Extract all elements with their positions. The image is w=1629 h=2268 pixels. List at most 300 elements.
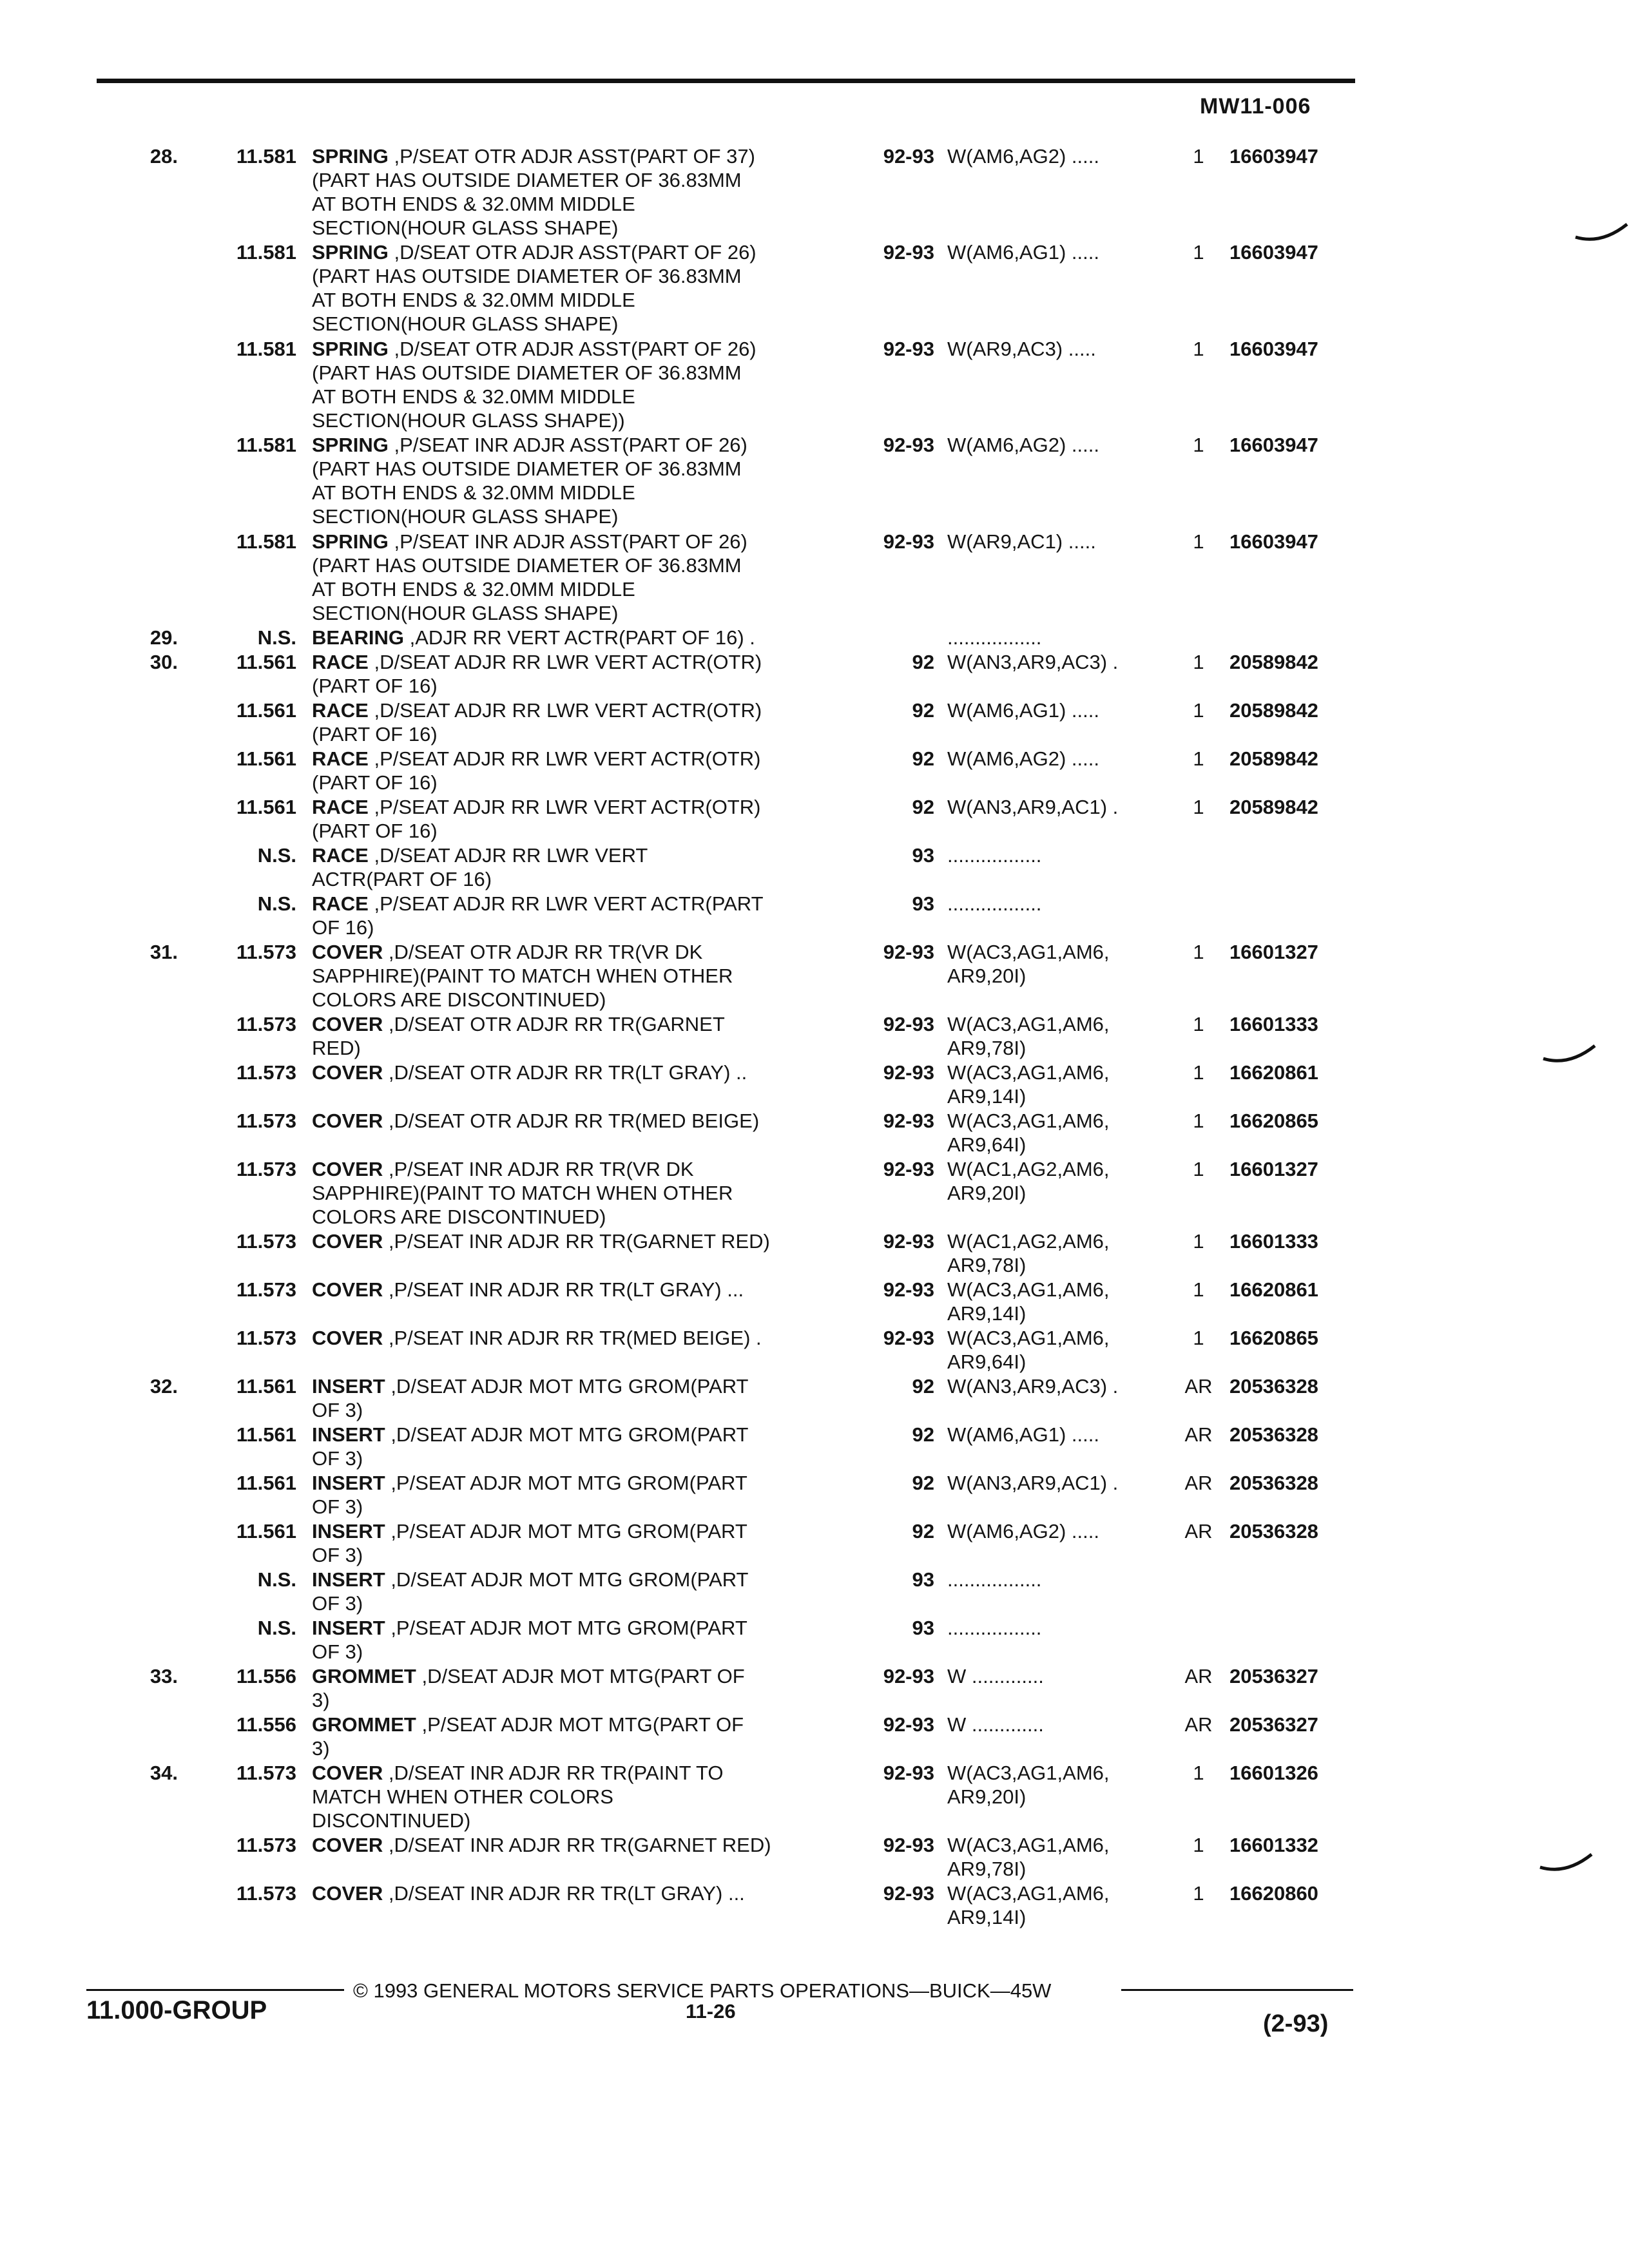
usage-codes	[947, 144, 1179, 168]
part-number: 20536328	[1229, 1520, 1318, 1543]
description-text: ,D/SEAT INR ADJR RR TR(PAINT TO	[388, 1762, 724, 1785]
group-number: N.S.	[257, 1568, 296, 1591]
ref-number: 28.	[149, 145, 178, 168]
description-text: ,P/SEAT INR ADJR RR TR(GARNET RED)	[388, 1230, 770, 1253]
quantity: 1	[1193, 145, 1204, 168]
table-row	[0, 1012, 1629, 1061]
description-line	[312, 626, 860, 649]
quantity: 1	[1193, 1882, 1204, 1905]
usage-codes	[947, 1278, 1179, 1325]
model-years: 92-93	[883, 1109, 934, 1132]
model-years: 92-93	[883, 1665, 934, 1688]
usage-line: W(AC3,AG1,AM6,	[947, 1061, 1110, 1084]
description-line: (PART HAS OUTSIDE DIAMETER OF 36.83MM	[312, 265, 742, 288]
part-number: 16601332	[1229, 1834, 1318, 1857]
table-row	[0, 1471, 1629, 1519]
group-number: 11.556	[236, 1713, 296, 1736]
part-name: RACE	[312, 747, 369, 770]
usage-codes	[947, 1664, 1179, 1688]
usage-codes	[947, 626, 1179, 649]
copyright-notice: © 1993 GENERAL MOTORS SERVICE PARTS OPERATIONS—BUICK—45W	[353, 1979, 1052, 2002]
quantity: 1	[1193, 530, 1204, 553]
usage-line: .................	[947, 843, 1042, 867]
usage-codes	[947, 1061, 1179, 1108]
margin-tick-mark	[1537, 1849, 1595, 1875]
description-line	[312, 1061, 860, 1084]
part-name: BEARING	[312, 626, 404, 649]
part-name: RACE	[312, 843, 369, 867]
description-text: ,D/SEAT ADJR MOT MTG GROM(PART	[390, 1375, 749, 1398]
ref-number: 34.	[149, 1762, 178, 1785]
description-line: SECTION(HOUR GLASS SHAPE)	[312, 216, 619, 239]
part-number: 16620865	[1229, 1109, 1318, 1132]
usage-codes	[947, 1761, 1179, 1809]
quantity: AR	[1184, 1472, 1213, 1495]
part-number: 16601327	[1229, 940, 1318, 963]
group-number: 11.561	[236, 1520, 296, 1543]
description-text: ,D/SEAT OTR ADJR RR TR(GARNET	[388, 1012, 725, 1035]
group-number: 11.561	[236, 1375, 296, 1398]
description-text: ,P/SEAT ADJR MOT MTG GROM(PART	[390, 1520, 747, 1543]
group-number: 11.573	[236, 1278, 296, 1302]
table-row	[0, 144, 1629, 240]
description-line	[312, 1471, 860, 1495]
description-line: AT BOTH ENDS & 32.0MM MIDDLE	[312, 193, 635, 215]
description-line: (PART HAS OUTSIDE DIAMETER OF 36.83MM	[312, 553, 742, 577]
table-row	[0, 1761, 1629, 1833]
description-line: (PART OF 16)	[312, 819, 438, 842]
part-name: COVER	[312, 1109, 383, 1132]
margin-tick-mark	[1540, 1041, 1598, 1066]
description-line: AT BOTH ENDS & 32.0MM MIDDLE	[312, 289, 635, 312]
usage-line: .................	[947, 1568, 1042, 1591]
part-description	[312, 650, 860, 698]
table-row	[0, 1616, 1629, 1664]
usage-line: .................	[947, 1617, 1042, 1640]
usage-line: W(AN3,AR9,AC1) .	[947, 1472, 1119, 1495]
part-number: 16620861	[1229, 1278, 1318, 1302]
usage-line: AR9,78I)	[947, 1254, 1027, 1277]
part-name: SPRING	[312, 337, 389, 360]
description-line: SAPPHIRE)(PAINT TO MATCH WHEN OTHER	[312, 1181, 733, 1204]
usage-codes	[947, 240, 1179, 264]
group-number: 11.561	[236, 1472, 296, 1495]
table-row	[0, 1061, 1629, 1109]
usage-line: W(AM6,AG1) .....	[947, 698, 1099, 722]
description-text: ,D/SEAT ADJR MOT MTG GROM(PART	[390, 1568, 749, 1591]
description-line: MATCH WHEN OTHER COLORS	[312, 1785, 613, 1809]
usage-codes	[947, 843, 1179, 867]
description-line: (PART HAS OUTSIDE DIAMETER OF 36.83MM	[312, 169, 742, 191]
part-number: 20536328	[1229, 1423, 1318, 1446]
part-name: COVER	[312, 1762, 383, 1785]
usage-line: W(AC3,AG1,AM6,	[947, 1278, 1110, 1302]
description-line	[312, 1157, 860, 1181]
quantity: 1	[1193, 1762, 1204, 1785]
usage-codes	[947, 892, 1179, 916]
description-line: (PART OF 16)	[312, 722, 438, 745]
part-number: 16601326	[1229, 1762, 1318, 1785]
model-years: 92-93	[883, 1157, 934, 1180]
usage-line: W .............	[947, 1713, 1044, 1736]
ref-number: 32.	[149, 1375, 178, 1398]
part-name: RACE	[312, 650, 369, 673]
description-line	[312, 1568, 860, 1591]
table-row	[0, 1374, 1629, 1423]
description-line: OF 3)	[312, 1399, 363, 1422]
part-number: 16601327	[1229, 1157, 1318, 1180]
description-line	[312, 698, 860, 722]
description-text: ,P/SEAT ADJR RR LWR VERT ACTR(PART	[374, 892, 764, 915]
group-number: N.S.	[257, 626, 296, 649]
group-number: 11.561	[236, 698, 296, 722]
usage-codes	[947, 1374, 1179, 1398]
description-line: 3)	[312, 1689, 330, 1712]
part-number: 20589842	[1229, 698, 1318, 722]
description-line	[312, 240, 860, 264]
part-description	[312, 1326, 860, 1350]
table-row	[0, 843, 1629, 892]
model-years: 92	[912, 1423, 934, 1446]
usage-line: .................	[947, 892, 1042, 915]
part-description	[312, 1061, 860, 1084]
description-text: ,D/SEAT OTR ADJR RR TR(LT GRAY) ..	[388, 1061, 747, 1084]
part-name: SPRING	[312, 530, 389, 553]
usage-line: AR9,14I)	[947, 1302, 1027, 1325]
description-line: (PART HAS OUTSIDE DIAMETER OF 36.83MM	[312, 361, 742, 384]
group-number: 11.561	[236, 747, 296, 770]
part-name: COVER	[312, 1327, 383, 1350]
usage-line: W(AR9,AC1) .....	[947, 530, 1096, 553]
part-name: COVER	[312, 940, 383, 963]
table-row	[0, 1519, 1629, 1568]
quantity: 1	[1193, 241, 1204, 264]
part-number: 16603947	[1229, 337, 1318, 360]
model-years: 92-93	[883, 1278, 934, 1302]
quantity: 1	[1193, 1230, 1204, 1253]
usage-line: AR9,64I)	[947, 1133, 1027, 1156]
quantity: AR	[1184, 1375, 1213, 1398]
model-years: 92	[912, 747, 934, 770]
group-number: 11.573	[236, 1327, 296, 1350]
part-description	[312, 747, 860, 794]
table-row	[0, 1423, 1629, 1471]
part-name: COVER	[312, 1278, 383, 1302]
page-number: 11-26	[686, 2000, 736, 2023]
part-description	[312, 698, 860, 746]
quantity: 1	[1193, 650, 1204, 673]
part-description	[312, 940, 860, 1012]
ref-number: 31.	[149, 940, 178, 963]
part-description	[312, 626, 860, 649]
usage-codes	[947, 337, 1179, 361]
group-label: 11.000-GROUP	[86, 1996, 267, 2024]
description-line	[312, 433, 860, 457]
table-row	[0, 433, 1629, 529]
part-description	[312, 1713, 860, 1760]
table-row	[0, 337, 1629, 433]
description-text: ,D/SEAT OTR ADJR ASST(PART OF 26)	[394, 241, 757, 264]
description-text: ,P/SEAT INR ADJR RR TR(MED BEIGE) .	[388, 1327, 762, 1350]
group-number: 11.581	[236, 434, 296, 457]
part-name: COVER	[312, 1882, 383, 1905]
description-line	[312, 1326, 860, 1350]
description-line: RED)	[312, 1036, 361, 1059]
usage-line: AR9,78I)	[947, 1036, 1027, 1059]
usage-codes	[947, 1568, 1179, 1591]
model-years: 92	[912, 1375, 934, 1398]
table-row	[0, 1109, 1629, 1157]
table-row	[0, 1664, 1629, 1713]
model-years: 92-93	[883, 337, 934, 360]
description-line	[312, 795, 860, 819]
usage-line: W(AR9,AC3) .....	[947, 337, 1096, 360]
group-number: 11.581	[236, 337, 296, 360]
usage-codes	[947, 1326, 1179, 1374]
description-line: SECTION(HOUR GLASS SHAPE))	[312, 408, 625, 432]
part-description	[312, 1519, 860, 1567]
part-name: COVER	[312, 1012, 383, 1035]
group-number: 11.581	[236, 145, 296, 168]
model-years: 92-93	[883, 1762, 934, 1785]
usage-line: W(AC3,AG1,AM6,	[947, 1834, 1110, 1857]
description-line: OF 3)	[312, 1544, 363, 1567]
part-number: 16620865	[1229, 1327, 1318, 1350]
usage-codes	[947, 1881, 1179, 1929]
part-description	[312, 1761, 860, 1832]
quantity: 1	[1193, 698, 1204, 722]
usage-codes	[947, 1157, 1179, 1205]
table-row	[0, 1278, 1629, 1326]
part-description	[312, 1881, 860, 1905]
document-code: MW11-006	[1200, 94, 1311, 119]
table-row	[0, 1157, 1629, 1229]
usage-line: W .............	[947, 1665, 1044, 1688]
usage-line: W(AC3,AG1,AM6,	[947, 940, 1110, 963]
model-years: 92-93	[883, 1012, 934, 1035]
description-line	[312, 1664, 860, 1688]
model-years: 92	[912, 1520, 934, 1543]
part-description	[312, 1374, 860, 1422]
description-line: COLORS ARE DISCONTINUED)	[312, 1205, 606, 1228]
description-line	[312, 1374, 860, 1398]
quantity: 1	[1193, 1327, 1204, 1350]
part-description	[312, 1012, 860, 1060]
quantity: 1	[1193, 1061, 1204, 1084]
part-name: RACE	[312, 795, 369, 818]
quantity: 1	[1193, 1157, 1204, 1180]
quantity: 1	[1193, 1012, 1204, 1035]
part-description	[312, 892, 860, 939]
group-number: 11.556	[236, 1665, 296, 1688]
table-row	[0, 1568, 1629, 1616]
group-number: 11.573	[236, 1834, 296, 1857]
description-line	[312, 1109, 860, 1133]
description-text: ,D/SEAT OTR ADJR ASST(PART OF 26)	[394, 337, 757, 360]
table-row	[0, 1881, 1629, 1930]
usage-line: W(AM6,AG1) .....	[947, 1423, 1099, 1446]
margin-tick-mark	[1572, 219, 1629, 245]
part-number: 20589842	[1229, 795, 1318, 818]
ref-number: 33.	[149, 1665, 178, 1688]
part-name: COVER	[312, 1061, 383, 1084]
quantity: AR	[1184, 1713, 1213, 1736]
description-line	[312, 747, 860, 771]
description-text: ,ADJR RR VERT ACTR(PART OF 16) .	[409, 626, 755, 649]
usage-line: W(AC3,AG1,AM6,	[947, 1882, 1110, 1905]
description-text: ,P/SEAT INR ADJR ASST(PART OF 26)	[394, 434, 747, 457]
description-line	[312, 1012, 860, 1036]
usage-codes	[947, 1616, 1179, 1640]
model-years: 93	[912, 892, 934, 915]
part-description	[312, 1109, 860, 1133]
usage-line: .................	[947, 626, 1042, 649]
description-text: ,D/SEAT ADJR MOT MTG(PART OF	[421, 1665, 745, 1688]
table-row	[0, 1229, 1629, 1278]
usage-line: W(AC3,AG1,AM6,	[947, 1109, 1110, 1132]
description-text: ,P/SEAT ADJR MOT MTG(PART OF	[421, 1713, 744, 1736]
description-text: ,P/SEAT INR ADJR ASST(PART OF 26)	[394, 530, 747, 553]
quantity: 1	[1193, 747, 1204, 770]
description-line	[312, 1761, 860, 1785]
group-number: 11.581	[236, 241, 296, 264]
part-number: 20589842	[1229, 747, 1318, 770]
part-description	[312, 530, 860, 625]
part-description	[312, 843, 860, 891]
description-text: ,D/SEAT ADJR RR LWR VERT ACTR(OTR)	[374, 650, 762, 673]
model-years: 92-93	[883, 1230, 934, 1253]
usage-line: W(AC3,AG1,AM6,	[947, 1762, 1110, 1785]
part-description	[312, 1229, 860, 1253]
description-line	[312, 144, 860, 168]
usage-line: W(AC3,AG1,AM6,	[947, 1327, 1110, 1350]
description-line: SECTION(HOUR GLASS SHAPE)	[312, 601, 619, 624]
model-years: 92-93	[883, 434, 934, 457]
part-name: SPRING	[312, 145, 389, 168]
part-number: 16603947	[1229, 145, 1318, 168]
usage-codes	[947, 1713, 1179, 1736]
model-years: 92	[912, 650, 934, 673]
description-line	[312, 1616, 860, 1640]
description-text: ,P/SEAT ADJR MOT MTG GROM(PART	[390, 1472, 747, 1495]
usage-line: W(AN3,AR9,AC1) .	[947, 795, 1119, 818]
model-years: 92-93	[883, 1327, 934, 1350]
description-line	[312, 1423, 860, 1446]
part-description	[312, 240, 860, 336]
description-line: ACTR(PART OF 16)	[312, 867, 492, 890]
description-line: (PART OF 16)	[312, 674, 438, 697]
part-name: RACE	[312, 698, 369, 722]
description-line: COLORS ARE DISCONTINUED)	[312, 988, 606, 1011]
usage-line: AR9,14I)	[947, 1906, 1027, 1929]
description-line	[312, 892, 860, 916]
part-name: GROMMET	[312, 1713, 416, 1736]
table-row	[0, 626, 1629, 650]
description-line: SAPPHIRE)(PAINT TO MATCH WHEN OTHER	[312, 964, 733, 987]
description-line	[312, 940, 860, 964]
description-line: AT BOTH ENDS & 32.0MM MIDDLE	[312, 577, 635, 601]
part-number: 20536327	[1229, 1665, 1318, 1688]
description-line	[312, 1278, 860, 1302]
ref-number: 29.	[149, 626, 178, 649]
description-text: ,P/SEAT INR ADJR RR TR(VR DK	[388, 1157, 694, 1180]
model-years: 92-93	[883, 145, 934, 168]
group-number: 11.573	[236, 1012, 296, 1035]
description-text: ,P/SEAT INR ADJR RR TR(LT GRAY) ...	[388, 1278, 744, 1302]
part-name: INSERT	[312, 1568, 385, 1591]
usage-line: W(AM6,AG2) .....	[947, 434, 1099, 457]
part-description	[312, 1278, 860, 1302]
usage-codes	[947, 433, 1179, 457]
table-row	[0, 747, 1629, 795]
group-number: 11.573	[236, 1230, 296, 1253]
description-text: ,P/SEAT ADJR MOT MTG GROM(PART	[390, 1617, 747, 1640]
description-text: ,D/SEAT INR ADJR RR TR(LT GRAY) ...	[388, 1882, 745, 1905]
table-row	[0, 530, 1629, 626]
part-description	[312, 1664, 860, 1712]
usage-line: W(AC1,AG2,AM6,	[947, 1157, 1110, 1180]
usage-codes	[947, 1833, 1179, 1881]
model-years: 92	[912, 698, 934, 722]
part-description	[312, 1423, 860, 1470]
model-years: 92	[912, 1472, 934, 1495]
part-description	[312, 1471, 860, 1519]
quantity: 1	[1193, 434, 1204, 457]
description-text: ,D/SEAT ADJR RR LWR VERT ACTR(OTR)	[374, 698, 762, 722]
description-text: ,D/SEAT OTR ADJR RR TR(MED BEIGE)	[388, 1109, 760, 1132]
part-number: 20589842	[1229, 650, 1318, 673]
usage-codes	[947, 1012, 1179, 1060]
usage-line: W(AM6,AG2) .....	[947, 1520, 1099, 1543]
part-description	[312, 433, 860, 528]
part-number: 16601333	[1229, 1230, 1318, 1253]
group-number: 11.573	[236, 1109, 296, 1132]
description-line: SECTION(HOUR GLASS SHAPE)	[312, 505, 619, 528]
usage-codes	[947, 795, 1179, 819]
group-number: N.S.	[257, 892, 296, 915]
description-line	[312, 1713, 860, 1736]
usage-line: W(AM6,AG1) .....	[947, 241, 1099, 264]
description-line: (PART HAS OUTSIDE DIAMETER OF 36.83MM	[312, 457, 742, 481]
group-number: 11.561	[236, 795, 296, 818]
usage-line: W(AC3,AG1,AM6,	[947, 1012, 1110, 1035]
part-name: GROMMET	[312, 1665, 416, 1688]
description-line: OF 16)	[312, 916, 374, 939]
model-years: 92-93	[883, 940, 934, 963]
part-name: RACE	[312, 892, 369, 915]
usage-codes	[947, 1229, 1179, 1277]
model-years: 92-93	[883, 530, 934, 553]
model-years: 92-93	[883, 1882, 934, 1905]
usage-codes	[947, 1471, 1179, 1495]
part-number: 16603947	[1229, 241, 1318, 264]
quantity: 1	[1193, 940, 1204, 963]
part-description	[312, 795, 860, 843]
description-text: ,D/SEAT INR ADJR RR TR(GARNET RED)	[388, 1834, 771, 1857]
group-number: 11.573	[236, 1061, 296, 1084]
usage-line: AR9,20I)	[947, 1181, 1027, 1204]
description-line	[312, 337, 860, 361]
description-text: ,P/SEAT ADJR RR LWR VERT ACTR(OTR)	[374, 795, 761, 818]
quantity: 1	[1193, 1109, 1204, 1132]
description-line	[312, 1881, 860, 1905]
part-description	[312, 1616, 860, 1664]
description-line: OF 3)	[312, 1447, 363, 1470]
description-line	[312, 843, 860, 867]
group-number: 11.573	[236, 1882, 296, 1905]
part-number: 20536328	[1229, 1375, 1318, 1398]
description-line: 3)	[312, 1737, 330, 1760]
